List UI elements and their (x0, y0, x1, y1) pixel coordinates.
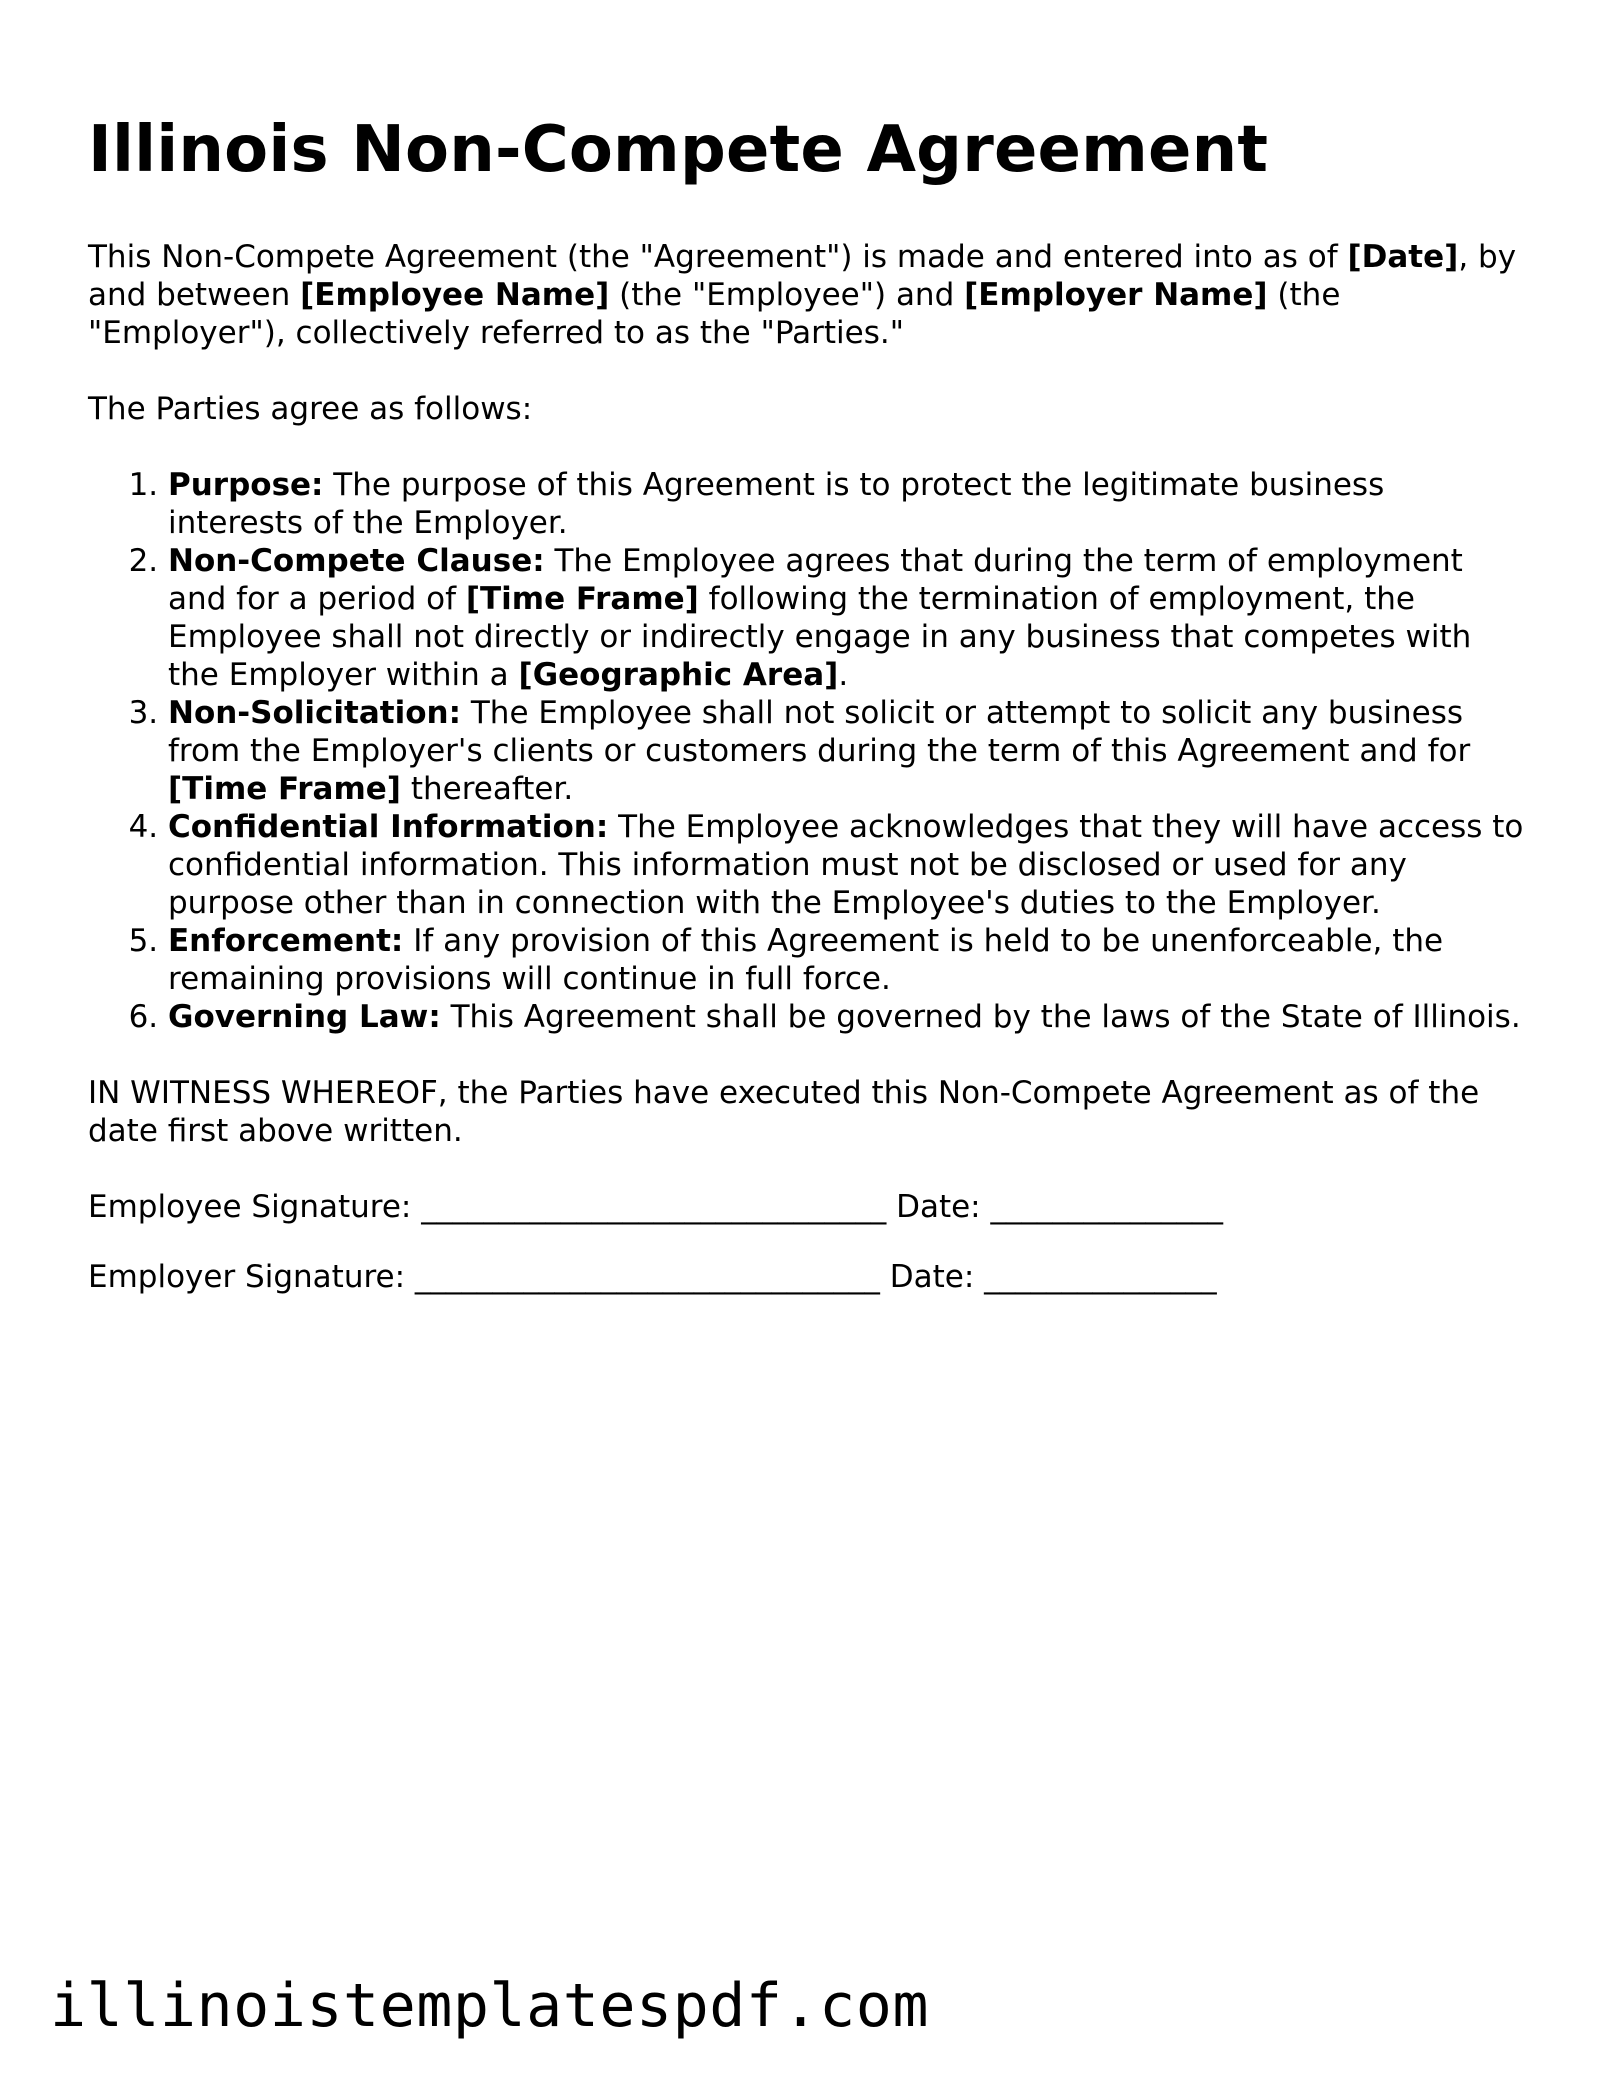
clause-confidential-information (168, 808, 1528, 922)
time-frame-placeholder: [Time Frame] (465, 581, 699, 617)
clause-text: The purpose of this Agreement is to protect the legitimate business interests of the Employer. (168, 467, 1385, 541)
geographic-area-placeholder: [Geographic Area] (518, 657, 839, 693)
time-frame-placeholder: [Time Frame] (168, 771, 401, 807)
clause-text: following the termination of employment, the Employee shall not directly or indirectly engage in any business that competes with the Employer within a (168, 581, 1472, 693)
clause-text: The Employee acknowledges that they will have access to confidential information. This information must not be disclosed or used for any purpose other than in connection with the Employee's duties to the Employer. (168, 809, 1524, 921)
clause-text: The Employee agrees that during the term of employment and for a period of (168, 543, 1463, 617)
clause-heading: Non-Solicitation: (168, 695, 462, 731)
site-watermark: illinoistemplatespdf.com (50, 1971, 929, 2041)
employer-name-placeholder: [Employer Name] (964, 277, 1268, 313)
clause-text: The Employee shall not solicit or attempt to solicit any business from the Employer's clients or customers during the term of this Agreement and for (168, 695, 1471, 769)
clause-non-solicitation (168, 694, 1528, 808)
employer-signature-line: Employer Signature: ______________________________ Date: _______________ (88, 1259, 1217, 1295)
document-title: Illinois Non-Compete Agreement (88, 113, 1269, 187)
clause-text: thereafter. (400, 771, 574, 807)
clause-heading: Governing Law: (168, 999, 441, 1035)
clause-text: This Agreement shall be governed by the laws of the State of Illinois. (440, 999, 1521, 1035)
clause-non-compete (168, 542, 1528, 694)
clause-text: If any provision of this Agreement is held to be unenforceable, the remaining provisions will continue in full force. (168, 923, 1444, 997)
employee-signature-line: Employee Signature: ______________________________ Date: _______________ (88, 1189, 1223, 1225)
witness-paragraph: IN WITNESS WHEREOF, the Parties have executed this Non-Compete Agreement as of the date first above written. (88, 1075, 1480, 1149)
clause-heading: Non-Compete Clause: (168, 543, 545, 579)
employee-name-placeholder: [Employee Name] (300, 277, 610, 313)
clause-governing-law (168, 998, 1528, 1036)
clause-heading: Enforcement: (168, 923, 404, 959)
clause-heading: Confidential Information: (168, 809, 609, 845)
clause-enforcement (168, 922, 1528, 998)
clause-text: . (838, 657, 849, 693)
date-placeholder: [Date] (1347, 239, 1459, 275)
document-page (88, 106, 1528, 1328)
clause-purpose (168, 466, 1528, 542)
clause-list (88, 466, 1528, 1036)
agree-line: The Parties agree as follows: (88, 391, 533, 427)
intro-paragraph: This Non-Compete Agreement (the "Agreement") is made and entered into as of [Date], by and between [Employee Name] (the "Employee") and [Employer Name] (the "Employer"), collectively referred to as the "Parties." (88, 239, 1517, 351)
clause-heading: Purpose: (168, 467, 324, 503)
